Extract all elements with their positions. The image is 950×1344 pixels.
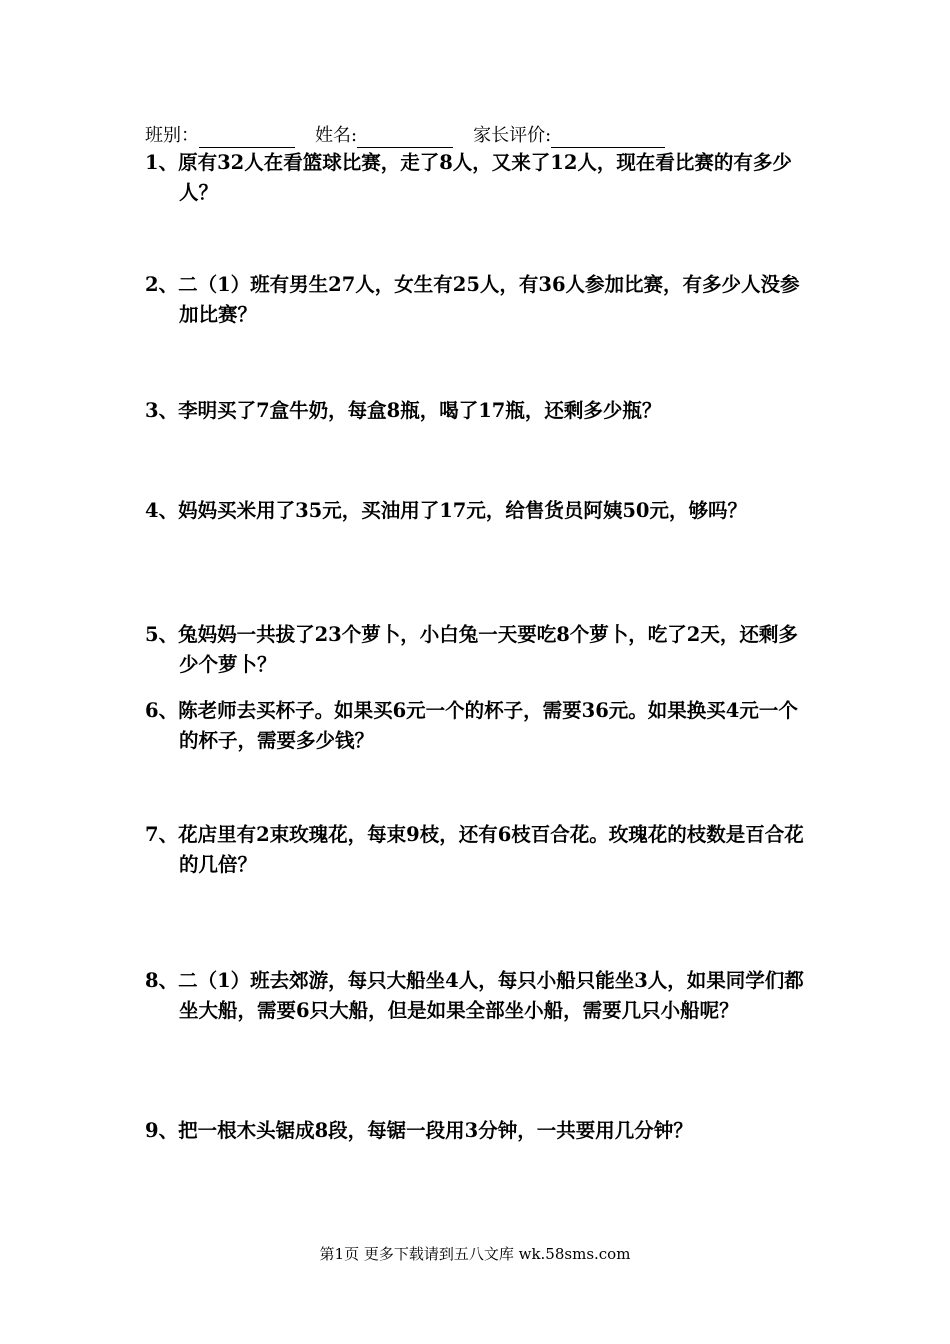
question-7-text: 花店里有2束玫瑰花，每束9枝，还有6枝百合花。玫瑰花的枝数是百合花的几倍？ xyxy=(178,823,804,876)
question-3-line xyxy=(145,396,810,426)
question-2-text: 二（1）班有男生27人，女生有25人，有36人参加比赛，有多少人没参加比赛？ xyxy=(178,273,800,326)
question-4-text: 妈妈买米用了35元，买油用了17元，给售货员阿姨50元，够吗？ xyxy=(178,499,747,522)
question-9-text: 把一根木头锯成8段，每锯一段用3分钟，一共要用几分钟？ xyxy=(178,1119,693,1142)
question-9-number: 9、 xyxy=(145,1119,179,1142)
question-3-text: 李明买了7盒牛奶，每盒8瓶，喝了17瓶，还剩多少瓶？ xyxy=(178,399,662,422)
question-5-text: 兔妈妈一共拔了23个萝卜，小白兔一天要吃8个萝卜，吃了2天，还剩多少个萝卜？ xyxy=(178,623,798,676)
class-label: 班别： xyxy=(145,125,199,146)
question-2-line xyxy=(145,270,810,330)
question-2-number: 2、 xyxy=(145,273,179,296)
question-8-line xyxy=(145,966,810,1026)
question-1-number: 1、 xyxy=(145,151,179,174)
name-blank[interactable] xyxy=(357,129,453,148)
question-7 xyxy=(145,820,810,880)
question-3-number: 3、 xyxy=(145,399,179,422)
question-6-line xyxy=(145,696,810,756)
question-8-number: 8、 xyxy=(145,969,179,992)
question-4-line xyxy=(145,496,810,526)
question-5-line xyxy=(145,620,810,680)
parent-evaluation-blank[interactable] xyxy=(551,129,665,148)
question-5 xyxy=(145,620,810,680)
page-footer: 第1页 更多下载请到五八文库 wk.58sms.com xyxy=(319,1245,631,1263)
question-4-number: 4、 xyxy=(145,499,179,522)
student-info-header xyxy=(145,124,665,148)
class-blank[interactable] xyxy=(199,129,295,148)
name-label: 姓名: xyxy=(315,125,358,146)
question-9 xyxy=(145,1116,810,1146)
question-5-number: 5、 xyxy=(145,623,179,646)
question-9-line xyxy=(145,1116,810,1146)
question-7-number: 7、 xyxy=(145,823,179,846)
question-1 xyxy=(145,148,810,208)
question-6 xyxy=(145,696,810,756)
question-4 xyxy=(145,496,810,526)
question-1-text: 原有32人在看篮球比赛，走了8人，又来了12人，现在看比赛的有多少人？ xyxy=(178,151,792,204)
question-8-text: 二（1）班去郊游，每只大船坐4人，每只小船只能坐3人，如果同学们都坐大船，需要6只大船，但是如果全部坐小船，需要几只小船呢？ xyxy=(178,969,804,1022)
question-8 xyxy=(145,966,810,1026)
parent-evaluation-label: 家长评价: xyxy=(473,125,552,146)
question-1-line xyxy=(145,148,810,208)
question-6-number: 6、 xyxy=(145,699,179,722)
question-3 xyxy=(145,396,810,426)
question-7-line xyxy=(145,820,810,880)
question-6-text: 陈老师去买杯子。如果买6元一个的杯子，需要36元。如果换买4元一个的杯子，需要多少钱？ xyxy=(178,699,798,752)
question-2 xyxy=(145,270,810,330)
